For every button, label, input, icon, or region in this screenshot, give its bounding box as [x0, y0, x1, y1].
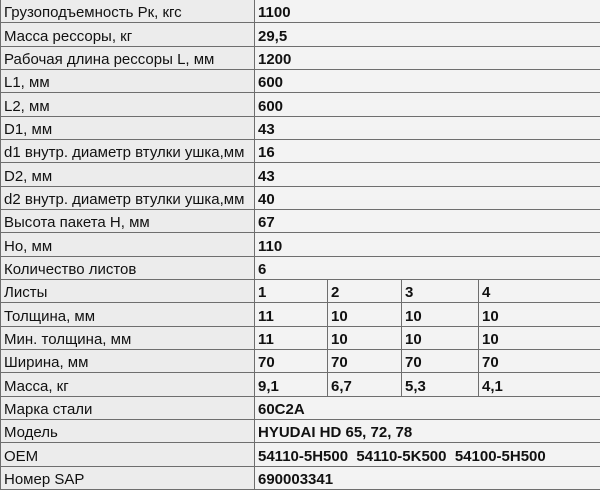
table-row	[1, 46, 600, 69]
row-value: 60С2А	[255, 396, 600, 419]
row-value: 16	[255, 139, 600, 162]
leaf-cell: 9,1	[255, 373, 328, 396]
row-label: Масса, кг	[1, 373, 255, 396]
leaf-cell: 10	[328, 303, 402, 326]
row-label: d1 внутр. диаметр втулки ушка,мм	[1, 139, 255, 162]
leaf-cell: 3	[402, 279, 479, 302]
leaf-cell: 11	[255, 303, 328, 326]
row-label: Толщина, мм	[1, 303, 255, 326]
leaf-cell: 11	[255, 326, 328, 349]
table-row	[1, 0, 600, 23]
table-row	[1, 139, 600, 162]
row-label: Грузоподъемность Рк, кгс	[1, 0, 255, 23]
table-row	[1, 466, 600, 489]
table-row	[1, 373, 600, 396]
row-value: 1100	[255, 0, 600, 23]
row-label: Количество листов	[1, 256, 255, 279]
table-row	[1, 279, 600, 302]
row-label: D2, мм	[1, 163, 255, 186]
table-row	[1, 349, 600, 372]
table-row	[1, 419, 600, 442]
leaf-cell: 70	[479, 349, 600, 372]
table-row	[1, 23, 600, 46]
leaf-cell: 10	[479, 303, 600, 326]
row-value: 43	[255, 116, 600, 139]
leaf-cell: 5,3	[402, 373, 479, 396]
row-label: Высота пакета H, мм	[1, 209, 255, 232]
row-label: Листы	[1, 279, 255, 302]
row-value: HYUDAI HD 65, 72, 78	[255, 419, 600, 442]
row-label: Hо, мм	[1, 233, 255, 256]
leaf-cell: 70	[255, 349, 328, 372]
leaf-cell: 10	[402, 326, 479, 349]
row-value: 6	[255, 256, 600, 279]
row-label: L2, мм	[1, 93, 255, 116]
table-row	[1, 396, 600, 419]
row-value: 40	[255, 186, 600, 209]
row-label: Масса рессоры, кг	[1, 23, 255, 46]
row-label: L1, мм	[1, 69, 255, 92]
row-label: Марка стали	[1, 396, 255, 419]
table-row	[1, 209, 600, 232]
leaf-cell: 10	[402, 303, 479, 326]
leaf-cell: 4	[479, 279, 600, 302]
leaf-cell: 70	[328, 349, 402, 372]
row-value: 29,5	[255, 23, 600, 46]
row-value: 690003341	[255, 466, 600, 489]
row-label: Рабочая длина рессоры L, мм	[1, 46, 255, 69]
table-row	[1, 303, 600, 326]
table-row	[1, 443, 600, 466]
table-row	[1, 116, 600, 139]
leaf-cell: 4,1	[479, 373, 600, 396]
row-label: d2 внутр. диаметр втулки ушка,мм	[1, 186, 255, 209]
row-label: Ширина, мм	[1, 349, 255, 372]
row-label: Модель	[1, 419, 255, 442]
leaf-cell: 1	[255, 279, 328, 302]
table-row	[1, 256, 600, 279]
row-label: Номер SAP	[1, 466, 255, 489]
table-row	[1, 186, 600, 209]
row-value: 1200	[255, 46, 600, 69]
leaf-cell: 10	[479, 326, 600, 349]
row-value: 43	[255, 163, 600, 186]
leaf-cell: 70	[402, 349, 479, 372]
table-row	[1, 163, 600, 186]
row-value: 600	[255, 69, 600, 92]
leaf-cell: 2	[328, 279, 402, 302]
leaf-cell: 6,7	[328, 373, 402, 396]
row-label: D1, мм	[1, 116, 255, 139]
row-value: 54110-5H500 54110-5K500 54100-5H500	[255, 443, 600, 466]
row-label: OEM	[1, 443, 255, 466]
table-row	[1, 93, 600, 116]
row-label: Мин. толщина, мм	[1, 326, 255, 349]
row-value: 110	[255, 233, 600, 256]
row-value: 67	[255, 209, 600, 232]
table-row	[1, 233, 600, 256]
table-row	[1, 326, 600, 349]
leaf-cell: 10	[328, 326, 402, 349]
row-value: 600	[255, 93, 600, 116]
table-row	[1, 69, 600, 92]
